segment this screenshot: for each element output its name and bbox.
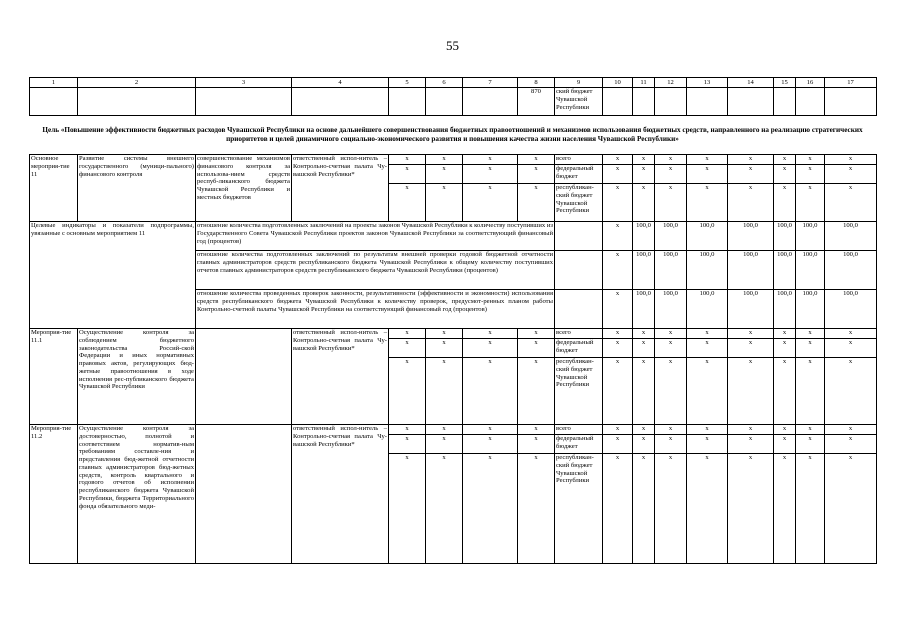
status-cell: Мероприя-тие 11.1 <box>30 329 78 425</box>
source-cell: федеральный бюджет <box>555 339 603 358</box>
event-goal: совершенствование механизмов финансового контроля за использова-нием средств респуб-ликанского бюджета Чувашской Республики и местных бюджетов <box>196 155 292 222</box>
executor-cell: ответственный испол-нитель – Контрольно-счетная палата Чу-вашской Республики* <box>292 329 389 425</box>
page-number: 55 <box>446 38 459 53</box>
table-header <box>29 77 877 116</box>
status-cell: Основное мероприя-тие 11 <box>30 155 78 222</box>
table-row: Мероприя-тие 11.1 Осуществление контроля за соблюдением бюджетного законодательства Россий-ской Федерации и иных нормативных правовых актов, регулирующих бюд-жетные правоотношения в ходе исполнения рес-публиканского бюджета Чувашской Республики ответственный испол-нитель – Контрольно-счетная палата Чу-вашской Республики* x x x x всего x x x x x x x x <box>30 329 877 339</box>
col-1: 1 <box>30 78 78 88</box>
event-name: Осуществление контроля за соблюдением бюджетного законодательства Россий-ской Федерации и иных нормативных правовых актов, регулирующих бюд-жетные правоотношения в ходе исполнения рес-публиканского бюджета Чувашской Республики <box>78 329 196 425</box>
col-5: 5 <box>389 78 426 88</box>
source-cell: всего <box>555 329 603 339</box>
col-12: 12 <box>655 78 687 88</box>
indicators-label: Целевые индикаторы и показатели подпрограммы, увязанные с основным мероприятием 11 <box>30 222 196 329</box>
col-4: 4 <box>292 78 389 88</box>
col-10: 10 <box>603 78 633 88</box>
table-row: x x x x федеральный бюджет x x x x x x x x <box>30 165 877 184</box>
col-8: 8 <box>518 78 555 88</box>
table-row: x x x x федеральный бюджет x x x x x x x x <box>30 339 877 358</box>
col-7: 7 <box>463 78 518 88</box>
col-3: 3 <box>196 78 292 88</box>
table-row: Целевые индикаторы и показатели подпрограммы, увязанные с основным мероприятием 11 отношение количества подготовленных заключений на проекты законов Чувашской Республики к количеству поступивших из Государственного Совета Чувашской Республики проектов законов Чувашской Республики за соответствующий финансовый год (процентов) x 100,0 100,0 100,0 100,0 100,0 100,0 100,0 <box>30 222 877 251</box>
source-cell: республикан-ский бюджет Чувашской Республики <box>555 358 603 425</box>
col-9: 9 <box>555 78 603 88</box>
col-2: 2 <box>78 78 196 88</box>
indicator-text: отношение количества подготовленных заключений на проекты законов Чувашской Республики к количеству поступивших из Государственного Совета Чувашской Республики проектов законов Чувашской Республики за соответствующий финансовый год (процентов) <box>196 222 555 251</box>
executor-cell: ответственный испол-нитель – Контрольно-счетная палата Чу-вашской Республики* <box>292 425 389 564</box>
indicator-text: отношение количества подготовленных заключений по результатам внешней проверки годовой бюджетной отчетности главных администраторов средств республиканского бюджета Чувашской Республики к общему количеству поступивших отчетов главных администраторов средств республиканского бюджета Чувашской Республики (процентов) <box>196 251 555 290</box>
source-cell: федеральный бюджет <box>555 165 603 184</box>
source-cell: федеральный бюджет <box>555 435 603 454</box>
table-row: x x x x республикан-ский бюджет Чувашской Республики x x x x x x x x <box>30 358 877 425</box>
col-15: 15 <box>774 78 796 88</box>
table-row: Основное мероприя-тие 11 Развитие системы внешнего государственного (муници-пального) финансового контроля совершенствование механизмов финансового контроля за использова-нием средств респуб-ликанского бюджета Чувашской Республики и местных бюджетов ответственный испол-нитель – Контрольно-счетная палата Чу-вашской Республики* x x x x всего x x x x x x x x <box>30 155 877 165</box>
budget-code: 870 <box>518 88 555 116</box>
column-number-row <box>30 78 877 88</box>
table-row: x x x x республикан-ский бюджет Чувашской Республики x x x x x x x x <box>30 184 877 222</box>
source-cell: ский бюджет Чувашской Республики <box>555 88 603 116</box>
indicator-text: отношение количества проведенных проверок законности, результативности (эффективности и экономности) использования средств республиканского бюджета Чувашской Республики к количеству проверок, предусмот-ренных планом работы Контрольно-счетной палаты Чувашской Республики на соответствующий финансовый год (процентов) <box>196 290 555 329</box>
source-cell: всего <box>555 425 603 435</box>
source-cell: республикан-ский бюджет Чувашской Республики <box>555 184 603 222</box>
goal-title: Цель «Повышение эффективности бюджетных расходов Чувашской Республики на основе дальнейшего совершенствования бюджетных правоотношений и механизмов использования бюджетных средств, направленного на реализацию стратегических приоритетов и целей динамичного социально-экономического развития и повышения качества жизни населения Чувашской Республики» <box>42 126 863 144</box>
table-row <box>30 88 877 116</box>
table-body <box>29 154 877 564</box>
source-cell: республикан-ский бюджет Чувашской Республики <box>555 454 603 564</box>
event-name: Осуществление контроля за достоверностью, полнотой и соответствием норматив-ным требованиям составле-ния и представления бюд-жетной отчетности главных администраторов бюд-жетных средств, контроль квартального и годового отчетов об исполнении республиканского бюджета Чувашской Республики, бюджета Территориального фонда обязательного меди- <box>78 425 196 564</box>
table-row: x x x x республикан-ский бюджет Чувашской Республики x x x x x x x x <box>30 454 877 564</box>
col-17: 17 <box>825 78 877 88</box>
table-row: Мероприя-тие 11.2 Осуществление контроля за достоверностью, полнотой и соответствием норматив-ным требованиям составле-ния и представления бюд-жетной отчетности главных администраторов бюд-жетных средств, контроль квартального и годового отчетов об исполнении республиканского бюджета Чувашской Республики, бюджета Территориального фонда обязательного меди- ответственный испол-нитель – Контрольно-счетная палата Чу-вашской Республики* x x x x всего x x x x x x x x <box>30 425 877 435</box>
source-cell: всего <box>555 155 603 165</box>
status-cell: Мероприя-тие 11.2 <box>30 425 78 564</box>
table-row: отношение количества подготовленных заключений по результатам внешней проверки годовой бюджетной отчетности главных администраторов средств республиканского бюджета Чувашской Республики к общему количеству поступивших отчетов главных администраторов средств республиканского бюджета Чувашской Республики (процентов) x 100,0 100,0 100,0 100,0 100,0 100,0 100,0 <box>30 251 877 290</box>
event-name: Развитие системы внешнего государственного (муници-пального) финансового контроля <box>78 155 196 222</box>
col-13: 13 <box>687 78 728 88</box>
col-11: 11 <box>633 78 655 88</box>
table-row: отношение количества проведенных проверок законности, результативности (эффективности и экономности) использования средств республиканского бюджета Чувашской Республики к количеству проверок, предусмот-ренных планом работы Контрольно-счетной палаты Чувашской Республики на соответствующий финансовый год (процентов) x 100,0 100,0 100,0 100,0 100,0 100,0 100,0 <box>30 290 877 329</box>
executor-cell: ответственный испол-нитель – Контрольно-счетная палата Чу-вашской Республики* <box>292 155 389 222</box>
col-14: 14 <box>728 78 774 88</box>
col-16: 16 <box>796 78 825 88</box>
col-6: 6 <box>426 78 463 88</box>
table-row: x x x x федеральный бюджет x x x x x x x x <box>30 435 877 454</box>
